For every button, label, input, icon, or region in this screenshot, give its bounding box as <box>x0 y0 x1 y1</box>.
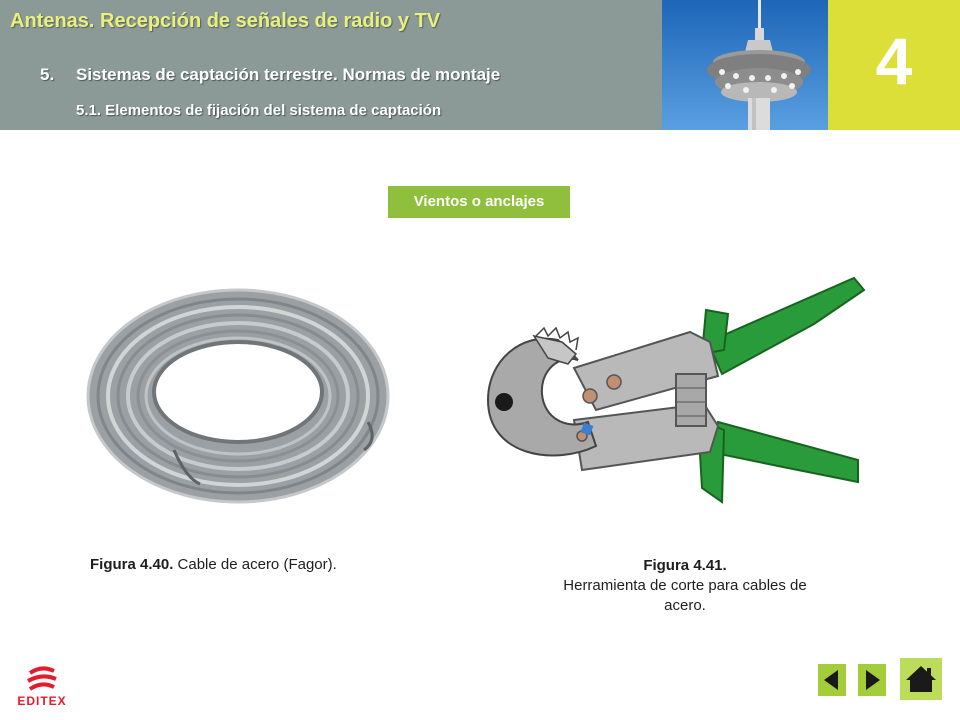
subsection-heading: 5.1. Elementos de fijación del sistema de captación <box>76 102 442 119</box>
section-title: Sistemas de captación terrestre. Normas de montaje <box>76 65 501 84</box>
tv-tower-photo <box>662 0 828 130</box>
figure-label: Figura 4.40. <box>90 556 174 573</box>
home-button[interactable] <box>900 658 942 700</box>
figure-caption-4-41 <box>560 556 810 616</box>
section-number: 5. <box>40 65 55 84</box>
editex-logo <box>10 665 74 713</box>
arrow-left-icon <box>818 664 846 696</box>
home-icon <box>900 658 942 700</box>
cable-cutter-image <box>478 270 878 520</box>
chapter-box <box>828 0 960 130</box>
previous-button[interactable] <box>818 664 846 696</box>
header <box>0 0 960 130</box>
next-button[interactable] <box>858 664 886 696</box>
arrow-right-icon <box>858 664 886 696</box>
figure-label: Figura 4.41. <box>643 557 727 574</box>
chapter-number: 4 <box>875 24 913 98</box>
section-tag: Vientos o anclajes <box>388 186 570 218</box>
figure-caption-4-40 <box>90 556 410 573</box>
figure-caption-text: Herramienta de corte para cables de acero. <box>563 577 807 614</box>
steel-cable-coil-image <box>78 272 400 512</box>
editex-logo-mark <box>10 665 74 695</box>
brand-name: EDITEX <box>17 694 67 708</box>
page-title: Antenas. Recepción de señales de radio y TV <box>10 10 441 32</box>
figure-caption-text: Cable de acero (Fagor). <box>173 556 337 573</box>
section-heading <box>40 65 500 85</box>
header-band <box>0 0 662 130</box>
